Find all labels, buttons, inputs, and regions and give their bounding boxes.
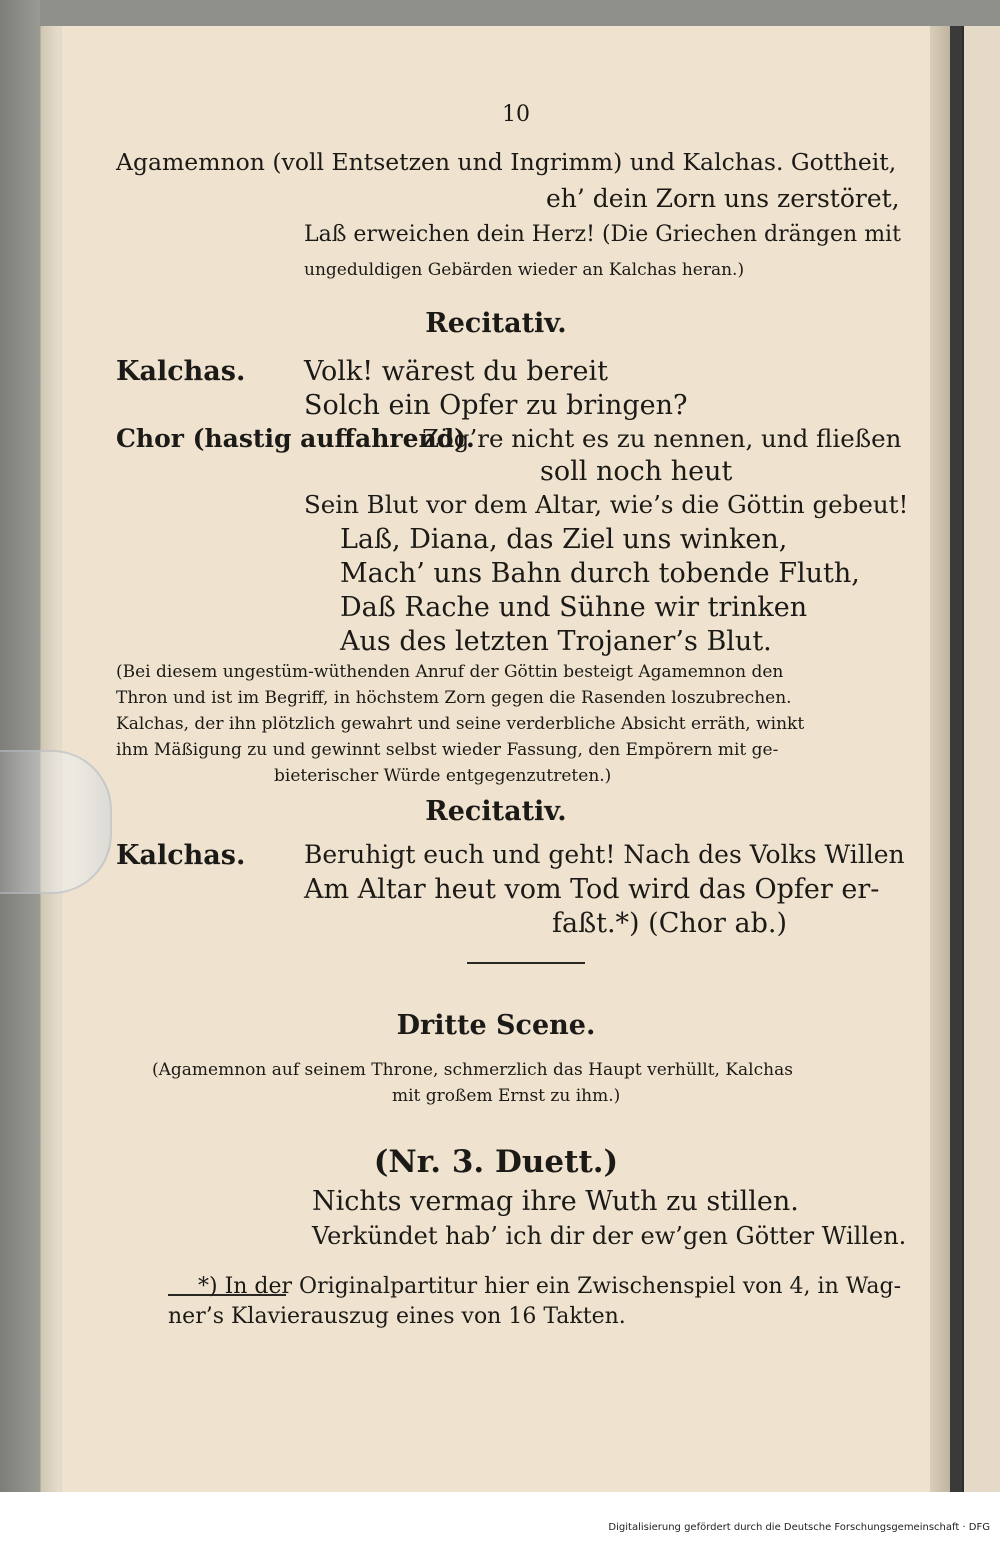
section-divider <box>467 962 585 964</box>
chor-line-d: Laß, Diana, das Ziel uns winken, <box>340 524 788 555</box>
heading-recitativ-1: Recitativ. <box>425 308 567 339</box>
footnote-line-1: *) In der Originalpartitur hier ein Zwischenspiel von 4, in Wag- <box>198 1274 902 1299</box>
line-2: eh’ dein Zorn uns zerstöret, <box>546 184 900 213</box>
duett-line-2: Verkündet hab’ ich dir der ew’gen Götter Willen. <box>312 1222 907 1250</box>
stage-direction-7: mit großem Ernst zu ihm.) <box>392 1086 621 1106</box>
digitization-credit: Digitalisierung gefördert durch die Deutsche Forschungsgemeinschaft · DFG <box>608 1522 990 1533</box>
kalchas-line-b: Solch ein Opfer zu bringen? <box>304 390 688 421</box>
speaker-kalchas-2: Kalchas. <box>116 840 246 871</box>
footnote-line-2: ner’s Klavierauszug eines von 16 Takten. <box>168 1304 626 1329</box>
kalchas2-line-a: Beruhigt euch und geht! Nach des Volks Willen <box>304 840 905 869</box>
chor-line-f: Daß Rache und Sühne wir trinken <box>340 592 808 623</box>
footer-strip <box>0 1492 1000 1541</box>
chor-line-a: Zög’re nicht es zu nennen, und fließen <box>422 424 902 453</box>
number-heading: (Nr. 3. Duett.) <box>373 1144 619 1180</box>
chor-line-c: Sein Blut vor dem Altar, wie’s die Göttin gebeut! <box>304 490 909 519</box>
kalchas-line-a: Volk! wärest du bereit <box>304 356 608 387</box>
line-1: Agamemnon (voll Entsetzen und Ingrimm) und Kalchas. Gottheit, <box>116 148 897 176</box>
speaker-kalchas-1: Kalchas. <box>116 356 246 387</box>
kalchas2-line-b: Am Altar heut vom Tod wird das Opfer er- <box>304 874 880 905</box>
heading-recitativ-2: Recitativ. <box>425 796 567 827</box>
chor-line-g: Aus des letzten Trojaner’s Blut. <box>340 626 772 657</box>
stage-direction-3: Kalchas, der ihn plötzlich gewahrt und seine verderbliche Absicht erräth, winkt <box>116 714 805 734</box>
page-stack-edge-right <box>930 26 950 1492</box>
chor-line-e: Mach’ uns Bahn durch tobende Fluth, <box>340 558 860 589</box>
stage-direction-4: ihm Mäßigung zu und gewinnt selbst wieder Fassung, den Empörern mit ge- <box>116 740 779 760</box>
stage-direction-5: bieterischer Würde entgegenzutreten.) <box>274 766 612 786</box>
line-4: ungeduldigen Gebärden wieder an Kalchas heran.) <box>304 260 745 280</box>
duett-line-1: Nichts vermag ihre Wuth zu stillen. <box>312 1186 799 1217</box>
line-3: Laß erweichen dein Herz! (Die Griechen drängen mit <box>304 222 901 247</box>
stage-direction-6: (Agamemnon auf seinem Throne, schmerzlich das Haupt verhüllt, Kalchas <box>152 1060 793 1080</box>
kalchas2-line-c: faßt.*) (Chor ab.) <box>552 908 787 939</box>
book-page <box>62 26 930 1492</box>
chor-line-b: soll noch heut <box>540 456 733 487</box>
paper-clip <box>0 750 112 894</box>
stage-direction-1: (Bei diesem ungestüm-wüthenden Anruf der Göttin besteigt Agamemnon den <box>116 662 784 682</box>
speaker-chor: Chor (hastig auffahrend). <box>116 424 475 453</box>
stage-direction-2: Thron und ist im Begriff, in höchstem Zorn gegen die Rasenden loszubrechen. <box>116 688 792 708</box>
page-number: 10 <box>502 102 530 127</box>
scene-heading: Dritte Scene. <box>396 1010 596 1041</box>
facing-page-edge <box>962 26 1000 1492</box>
